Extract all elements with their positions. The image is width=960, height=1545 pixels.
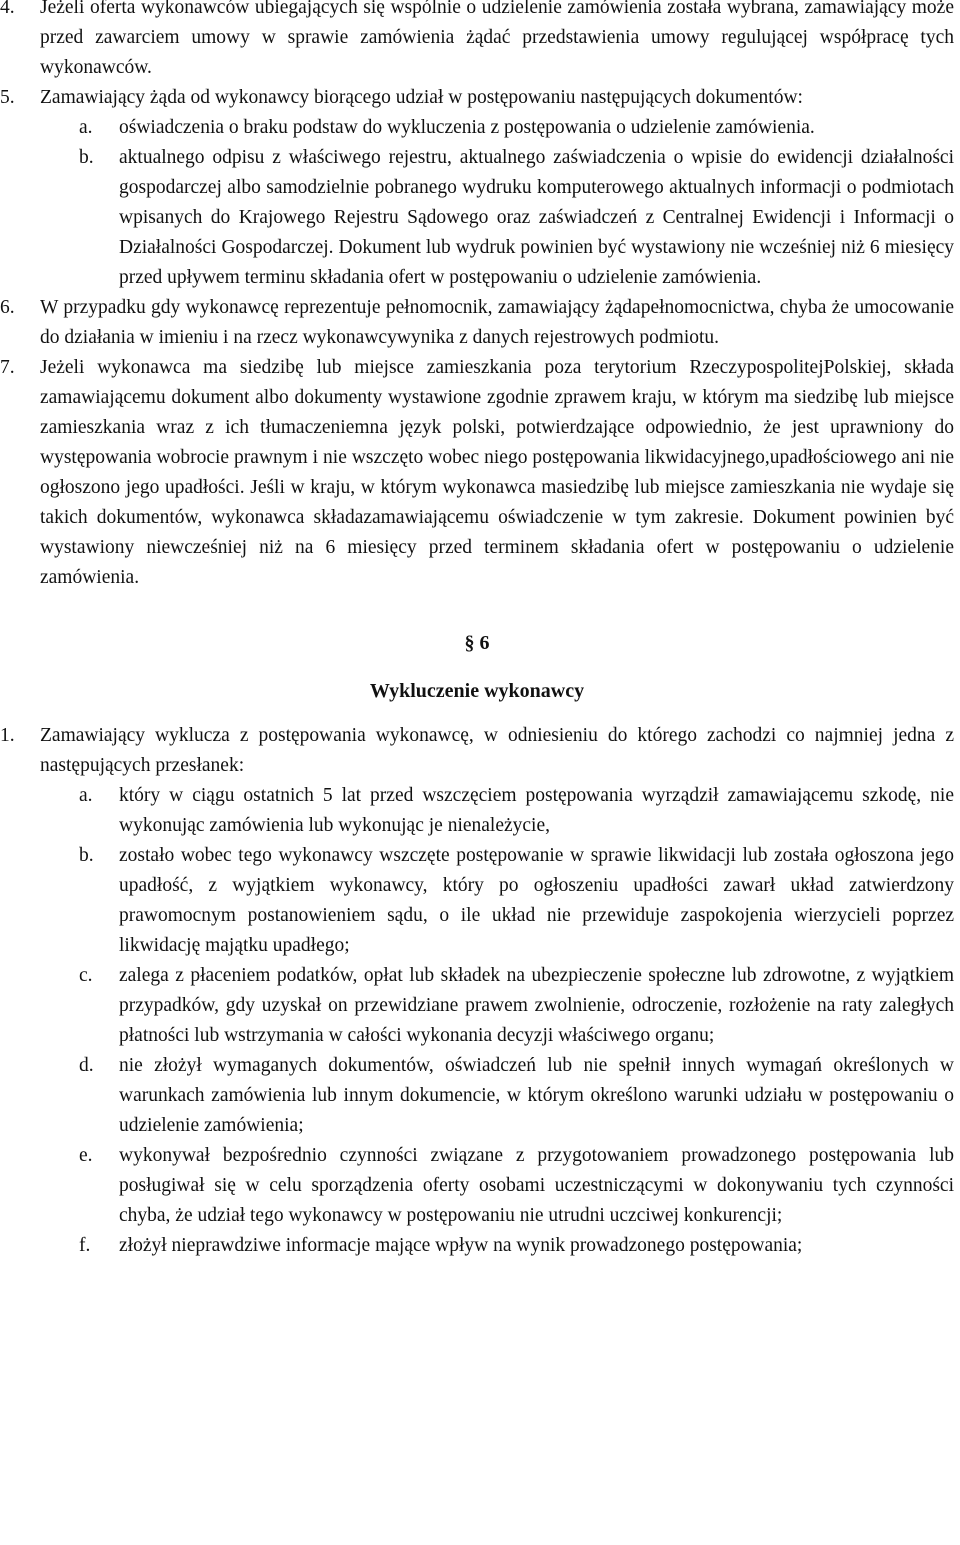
section-list-item-1 bbox=[0, 721, 954, 781]
sub-item-text: aktualnego odpisu z właściwego rejestru, aktualnego zaświadczenia o wpisie do ewidencji działalności gospodarczej albo samodzielnie pobranego wydruku komputerowego aktualnych informacji o podmiotach wpisanych do Krajowego Rejestru Sądowego oraz zaświadczeń z Centralnej Ewidencji i Informacji o Działalności Gospodarczej. Dokument lub wydruk powinien być wystawiony nie wcześniej niż 6 miesięcy przed upływem terminu składania ofert w postępowaniu o udzielenie zamówienia. bbox=[119, 147, 954, 288]
list-item-text: Jeżeli wykonawca ma siedzibę lub miejsce zamieszkania poza terytorium RzeczypospolitejPolskiej, składa zamawiającemu dokument albo dokumenty wystawione zgodnie zprawem kraju, w którym ma siedzibę lub miejsce zamieszkania wraz z ich tłumaczeniemna język polski, potwierdzające odpowiednio, że jest uprawniony do występowania wobrocie prawnym i nie wszczęto wobec niego postępowania likwidacyjnego,upadłościowego ani nie ogłoszono jego upadłości. Jeśli w kraju, w którym wykonawca masiedzibę lub miejsce zamieszkania nie wydaje się takich dokumentów, wykonawca składazamawiającemu oświadczenie w tym zakresie. Dokument powinien być wystawiony niewcześniej niż na 6 miesięcy przed terminem składania ofert w postępowaniu o udzielenie zamówienia. bbox=[40, 357, 954, 588]
sub-item-text: oświadczenia o braku podstaw do wykluczenia z postępowania o udzielenie zamówienia. bbox=[119, 117, 815, 138]
sub-item-letter: c. bbox=[79, 965, 93, 986]
sub-item-5a bbox=[79, 113, 954, 143]
list-item-4 bbox=[0, 0, 954, 83]
sub-item-1c bbox=[79, 961, 954, 1051]
sub-item-1d bbox=[79, 1051, 954, 1141]
list-item-number: 5. bbox=[0, 87, 15, 108]
sub-item-letter: e. bbox=[79, 1145, 93, 1166]
list-item-7 bbox=[0, 353, 954, 593]
list-item-text: Jeżeli oferta wykonawców ubiegających się wspólnie o udzielenie zamówienia została wybrana, zamawiający może przed zawarciem umowy w sprawie zamówienia żądać przedstawienia umowy regulującej współpracę tych wykonawców. bbox=[40, 0, 954, 78]
sub-item-5b bbox=[79, 143, 954, 293]
sub-item-letter: b. bbox=[79, 845, 94, 866]
sub-item-text: nie złożył wymaganych dokumentów, oświadczeń lub nie spełnił innych wymagań określonych w warunkach zamówienia lub innym dokumencie, w którym określono warunki udziału w postępowaniu o udzielenie zamówienia; bbox=[119, 1055, 954, 1136]
section-title: Wykluczenie wykonawcy bbox=[369, 680, 585, 702]
sub-item-1a bbox=[79, 781, 954, 841]
sub-item-1b bbox=[79, 841, 954, 961]
section-number: § 6 bbox=[464, 632, 490, 654]
sub-item-letter: f. bbox=[79, 1235, 91, 1256]
sub-item-text: wykonywał bezpośrednio czynności związane z przygotowaniem prowadzonego postępowania lub posługiwał się w celu sporządzenia oferty osobami uczestniczącymi w dokonywaniu tych czynności chyba, że udział tego wykonawcy w postępowaniu nie utrudni uczciwej konkurencji; bbox=[119, 1145, 954, 1226]
list-item-text: Zamawiający wyklucza z postępowania wykonawcę, w odniesieniu do którego zachodzi co najmniej jedna z następujących przesłanek: bbox=[40, 725, 954, 776]
sub-item-1f bbox=[79, 1231, 954, 1261]
list-item-5 bbox=[0, 83, 954, 113]
sub-item-1e bbox=[79, 1141, 954, 1231]
sub-item-letter: d. bbox=[79, 1055, 94, 1076]
sub-item-text: który w ciągu ostatnich 5 lat przed wszczęciem postępowania wyrządził zamawiającemu szkodę, nie wykonując zamówienia lub wykonując je nienależycie, bbox=[119, 785, 954, 836]
list-item-6 bbox=[0, 293, 954, 353]
list-item-number: 6. bbox=[0, 297, 15, 318]
list-item-text: Zamawiający żąda od wykonawcy biorącego udział w postępowaniu następujących dokumentów: bbox=[40, 87, 803, 108]
sub-item-letter: a. bbox=[79, 785, 93, 806]
sub-item-text: zostało wobec tego wykonawcy wszczęte postępowanie w sprawie likwidacji lub została ogłoszona jego upadłość, z wyjątkiem wykonawcy, który po ogłoszeniu upadłości zawarł układ zatwierdzony prawomocnym postanowieniem sądu, o ile układ nie przewiduje zaspokojenia wierzycieli poprzez likwidację majątku upadłego; bbox=[119, 845, 954, 956]
sub-item-letter: a. bbox=[79, 117, 93, 138]
list-item-number: 7. bbox=[0, 357, 15, 378]
sub-item-text: złożył nieprawdziwe informacje mające wpływ na wynik prowadzonego postępowania; bbox=[119, 1235, 803, 1256]
list-item-text: W przypadku gdy wykonawcę reprezentuje pełnomocnik, zamawiający żądapełnomocnictwa, chyba że umocowanie do działania w imieniu i na rzecz wykonawcywynika z danych rejestrowych podmiotu. bbox=[40, 297, 954, 348]
sub-item-letter: b. bbox=[79, 147, 94, 168]
sub-item-text: zalega z płaceniem podatków, opłat lub składek na ubezpieczenie społeczne lub zdrowotne, z wyjątkiem przypadków, gdy uzyskał on przewidziane prawem zwolnienie, odroczenie, rozłożenie na raty zaległych płatności lub wstrzymania w całości wykonania decyzji właściwego organu; bbox=[119, 965, 954, 1046]
list-item-number: 1. bbox=[0, 725, 15, 746]
list-item-number: 4. bbox=[0, 0, 15, 18]
